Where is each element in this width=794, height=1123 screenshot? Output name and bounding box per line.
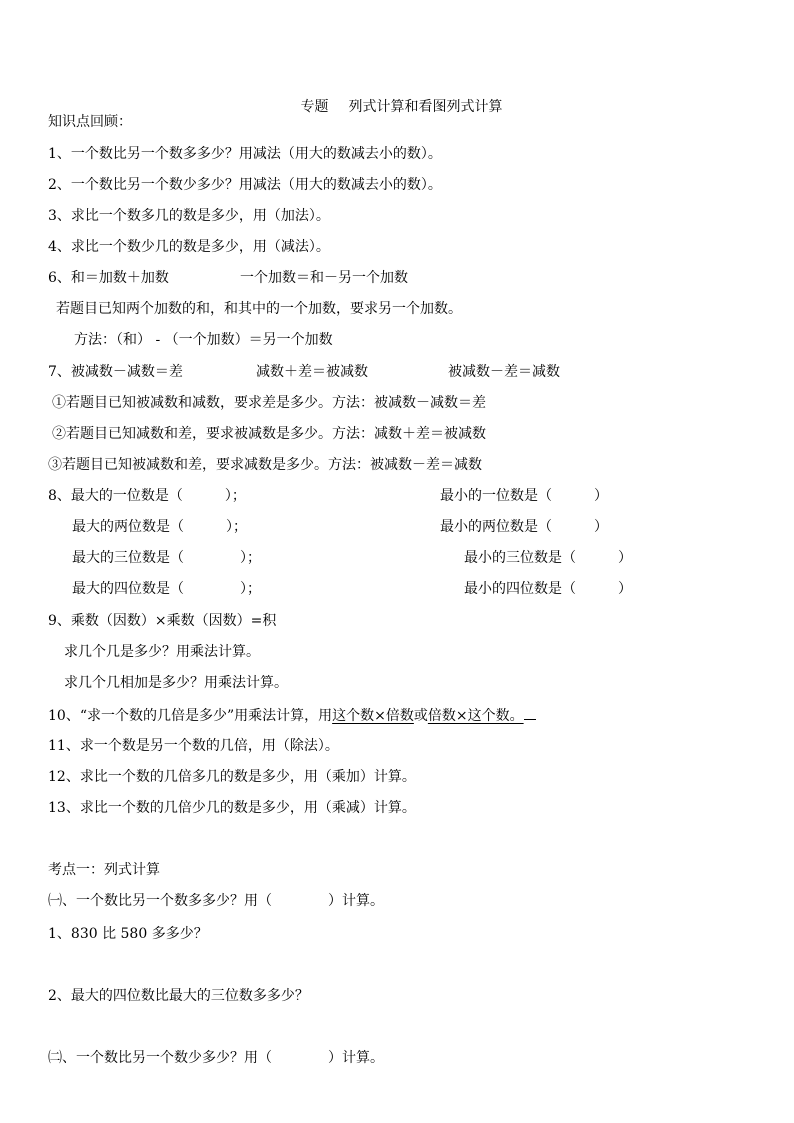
- review-line-8c-right: 最小的三位数是（ ）: [464, 550, 632, 566]
- review-line-7b: 减数＋差＝被减数: [256, 364, 368, 380]
- exam-section-2: ㈡、一个数比另一个数少多少？用（ ）计算。: [48, 1050, 384, 1066]
- review-line-12: 12、求比一个数的几倍多几的数是多少，用（乘加）计算。: [48, 769, 416, 785]
- review-line-6c: 若题目已知两个加数的和，和其中的一个加数，要求另一个加数。: [56, 301, 462, 317]
- review-heading: 知识点回顾：: [48, 114, 132, 130]
- review-line-8a-right: 最小的一位数是（ ）: [440, 488, 608, 504]
- review-line-6b: 一个加数＝和－另一个加数: [240, 270, 408, 286]
- review-line-8d-left: 最大的四位数是（ ）；: [72, 581, 261, 597]
- review-line-10-underline-2: 倍数×这个数。: [427, 708, 524, 724]
- review-line-10-underline-1: 这个数×倍数: [332, 708, 414, 724]
- review-line-9c: 求几个几相加是多少？用乘法计算。: [64, 675, 288, 691]
- review-line-1: 1、一个数比另一个数多多少？用减法（用大的数减去小的数）。: [48, 146, 442, 162]
- review-line-10: [48, 705, 536, 723]
- review-line-10-prefix: 10、“求一个数的几倍是多少”用乘法计算，用: [48, 708, 333, 724]
- review-line-8b-left: 最大的两位数是（ ）；: [72, 519, 247, 535]
- exam-section-1: ㈠、一个数比另一个数多多少？用（ ）计算。: [48, 893, 384, 909]
- review-line-8d-right: 最小的四位数是（ ）: [464, 581, 632, 597]
- review-line-8b-right: 最小的两位数是（ ）: [440, 519, 608, 535]
- review-line-8a-left: 8、最大的一位数是（ ）；: [48, 488, 246, 504]
- review-line-7d: ①若题目已知被减数和减数，要求差是多少。方法：被减数－减数＝差: [52, 395, 486, 411]
- exam-question-1: 1、830 比 580 多多少？: [48, 926, 208, 942]
- review-line-7c: 被减数－差＝减数: [448, 364, 560, 380]
- review-line-7e: ②若题目已知减数和差，要求被减数是多少。方法：减数＋差＝被减数: [52, 426, 486, 442]
- review-line-9a: 9、乘数（因数）×乘数（因数）=积: [48, 613, 277, 629]
- review-line-3: 3、求比一个数多几的数是多少，用（加法）。: [48, 208, 330, 224]
- underline-blank: [524, 705, 536, 720]
- review-line-7a: 7、被减数－减数＝差: [48, 364, 183, 380]
- review-line-10-mid: 或: [413, 708, 428, 724]
- review-line-8c-left: 最大的三位数是（ ）；: [72, 550, 261, 566]
- review-line-11: 11、求一个数是另一个数的几倍，用（除法）。: [48, 738, 339, 754]
- review-line-4: 4、求比一个数少几的数是多少，用（减法）。: [48, 239, 330, 255]
- review-line-6d: 方法：（和） - （一个加数）＝另一个加数: [74, 332, 333, 348]
- page-title: [0, 80, 794, 116]
- review-line-6a: 6、和＝加数＋加数: [48, 270, 169, 286]
- review-line-13: 13、求比一个数的几倍少几的数是多少，用（乘减）计算。: [48, 800, 416, 816]
- review-line-2: 2、一个数比另一个数少多少？用减法（用大的数减去小的数）。: [48, 177, 442, 193]
- review-line-7f: ③若题目已知被减数和差，要求减数是多少。方法：被减数－差＝减数: [48, 457, 482, 473]
- title-main: 列式计算和看图列式计算: [348, 99, 503, 115]
- review-line-9b: 求几个几是多少？用乘法计算。: [64, 644, 260, 660]
- title-prefix: 专题: [300, 99, 329, 115]
- exam-question-2: 2、最大的四位数比最大的三位数多多少？: [48, 988, 309, 1004]
- exam-heading: 考点一：列式计算: [48, 862, 160, 878]
